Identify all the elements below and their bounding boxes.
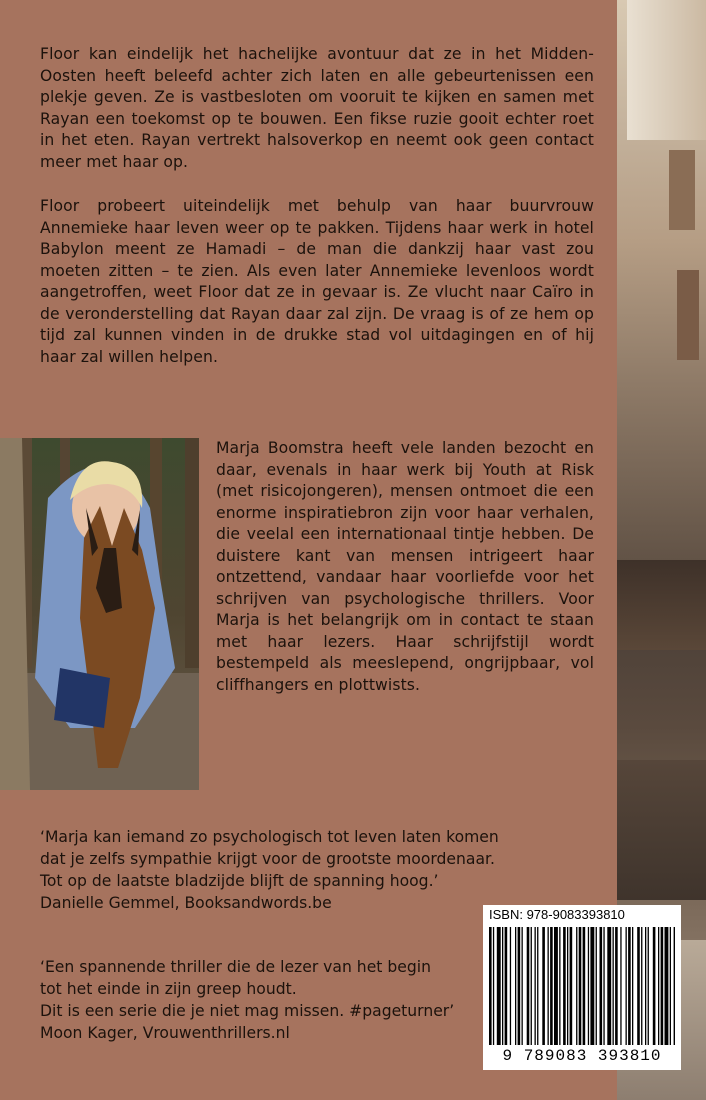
quote-attribution: Danielle Gemmel, Booksandwords.be [40,894,332,912]
isbn-barcode [483,905,681,1070]
barcode-bars [489,927,675,1045]
quote-line: tot het einde in zijn greep houdt. [40,980,297,998]
quote-attribution: Moon Kager, Vrouwenthrillers.nl [40,1024,290,1042]
quote-line: Dit is een serie die je niet mag missen. #pageturner’ [40,1002,455,1020]
quote-line: dat je zelfs sympathie krijgt voor de grootste moordenaar. [40,850,495,868]
author-bio: Marja Boomstra heeft vele landen bezocht en daar, evenals in haar werk bij Youth at Risk (met risicojongeren), mensen ontmoet die een enorme inspiratiebron zijn voor haar verhalen, die veelal een internationaal tintje hebben. De duistere kant van mensen intrigeert haar ontzettend, vandaar haar voorliefde voor het schrijven van psychologische thrillers. Voor Marja is het belangrijk om in contact te staan met haar lezers. Haar schrijfstijl wordt bestempeld als meeslepend, ongrijpbaar, vol cliffhangers en plottwists. [216,439,594,694]
isbn-digits: 9 789083 393810 [502,1047,662,1065]
review-quote-1 [40,826,600,914]
blurb-paragraph-1: Floor kan eindelijk het hachelijke avontuur dat ze in het Midden-Oosten heeft beleefd achter zich laten en alle gebeurtenissen een plekje geven. Ze is vastbesloten om vooruit te kijken en samen met Rayan een toekomst op te bouwen. Een fikse ruzie gooit echter roet in het eten. Rayan vertrekt halsoverkop en neemt ook geen contact meer met haar op. [40,45,594,171]
quote-line: Tot op de laatste bladzijde blijft de spanning hoog.’ [40,872,439,890]
quote-line: ‘Een spannende thriller die de lezer van het begin [40,958,431,976]
blurb-paragraph-2: Floor probeert uiteindelijk met behulp van haar buurvrouw Annemieke haar leven weer op te pakken. Tijdens haar werk in hotel Babylon meent ze Hamadi – de man die dankzij haar vast zou moeten zitten – te zien. Als even later Annemieke levenloos wordt aangetroffen, weet Floor dat ze in gevaar is. Ze vlucht naar Caïro in de veronderstelling dat Rayan daar zal zijn. De vraag is of ze hem op tijd zal kunnen vinden in de drukke stad vol uitdagingen en of hij haar zal willen helpen. [40,197,594,366]
quote-line: ‘Marja kan iemand zo psychologisch tot leven laten komen [40,828,499,846]
author-photo [0,438,199,790]
isbn-label: ISBN: 978-9083393810 [489,907,625,922]
